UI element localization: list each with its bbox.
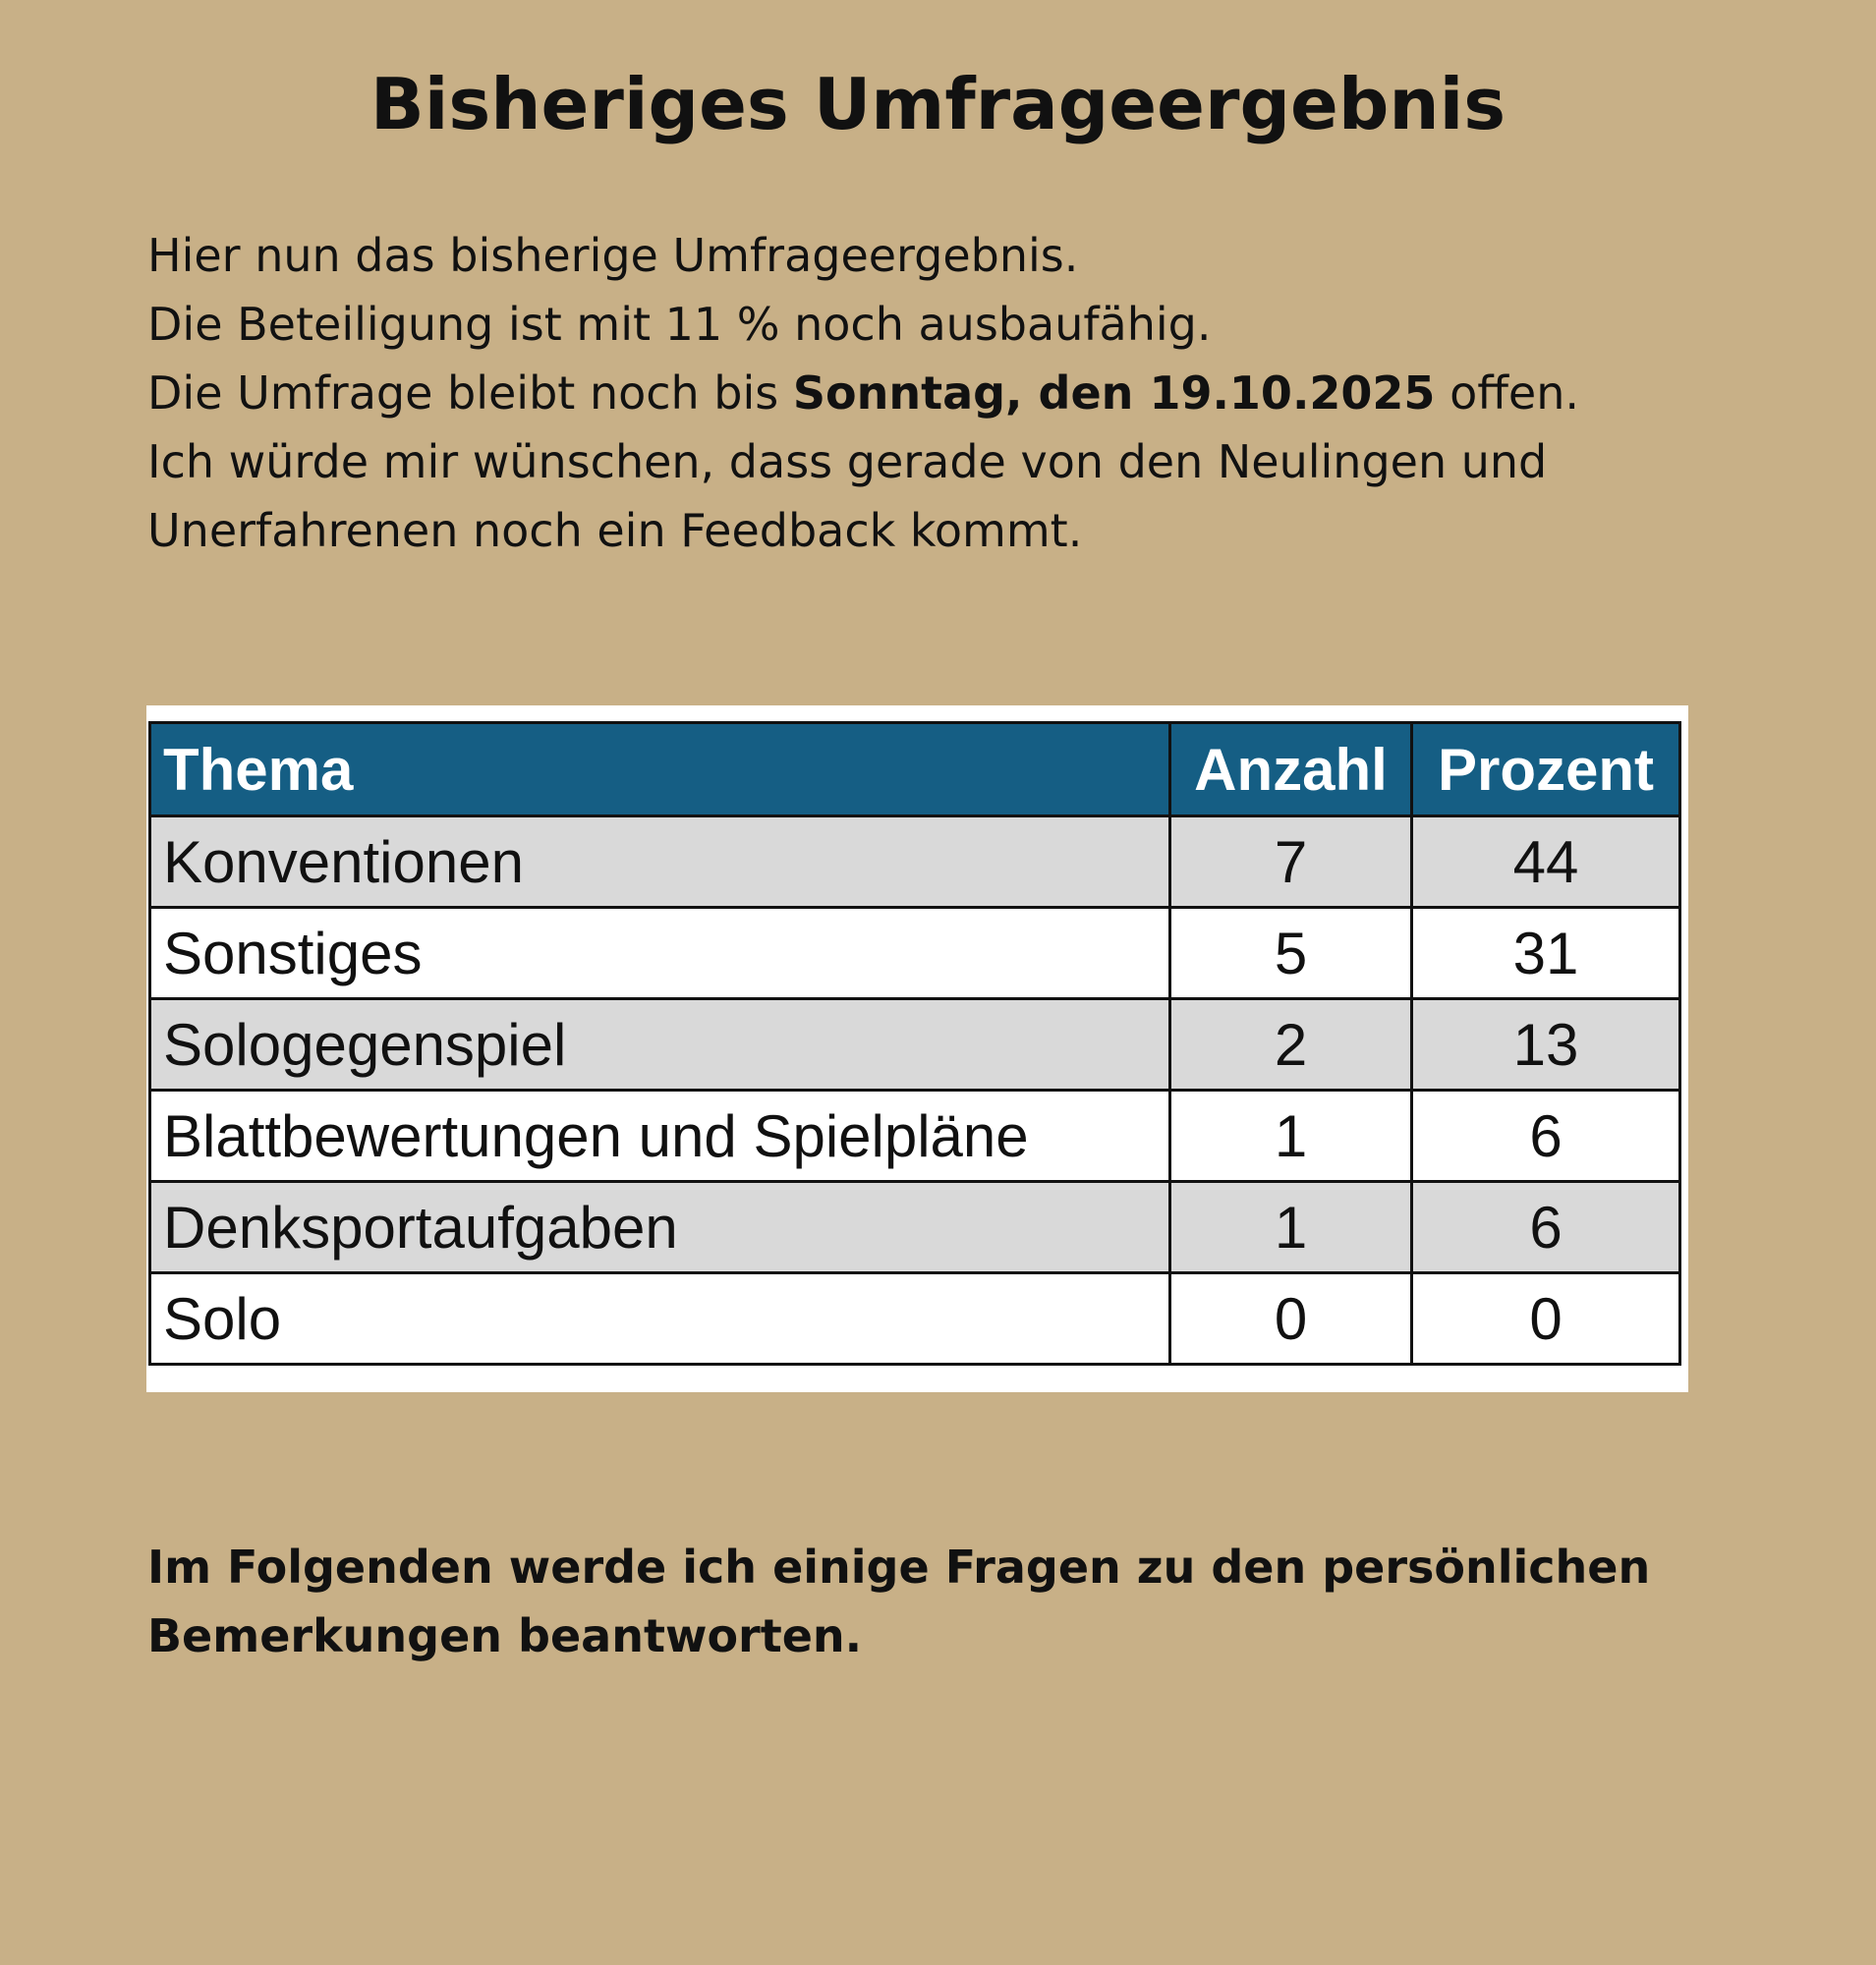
intro-text-segment: offen. xyxy=(1435,366,1579,420)
outro-text xyxy=(147,1533,1759,1670)
table-row xyxy=(150,1091,1680,1182)
cell-anzahl: 1 xyxy=(1170,1182,1412,1273)
intro-text xyxy=(147,221,1759,565)
header-anzahl: Anzahl xyxy=(1170,723,1412,816)
cell-thema: Blattbewertungen und Spielpläne xyxy=(150,1091,1170,1182)
cell-thema: Solo xyxy=(150,1273,1170,1365)
table-row xyxy=(150,1182,1680,1273)
table-row xyxy=(150,999,1680,1091)
intro-line-deadline xyxy=(147,359,1759,427)
cell-anzahl: 2 xyxy=(1170,999,1412,1091)
cell-thema: Sonstiges xyxy=(150,908,1170,999)
outro-line: Im Folgenden werde ich einige Fragen zu den persönlichen xyxy=(147,1541,1651,1594)
cell-prozent: 6 xyxy=(1412,1091,1680,1182)
results-table-image xyxy=(146,705,1688,1392)
cell-prozent: 31 xyxy=(1412,908,1680,999)
table-header-row xyxy=(150,723,1680,816)
intro-line: Unerfahrenen noch ein Feedback kommt. xyxy=(147,504,1083,557)
intro-line: Die Beteiligung ist mit 11 % noch ausbaufähig. xyxy=(147,298,1212,351)
table-row xyxy=(150,816,1680,908)
cell-prozent: 0 xyxy=(1412,1273,1680,1365)
page-title: Bisheriges Umfrageergebnis xyxy=(370,63,1506,145)
outro-line: Bemerkungen beantworten. xyxy=(147,1609,863,1662)
cell-prozent: 44 xyxy=(1412,816,1680,908)
table-row xyxy=(150,908,1680,999)
intro-line: Hier nun das bisherige Umfrageergebnis. xyxy=(147,229,1079,282)
header-thema: Thema xyxy=(150,723,1170,816)
intro-text-segment: Die Umfrage bleibt noch bis xyxy=(147,366,793,420)
cell-prozent: 13 xyxy=(1412,999,1680,1091)
cell-anzahl: 5 xyxy=(1170,908,1412,999)
cell-anzahl: 1 xyxy=(1170,1091,1412,1182)
cell-thema: Sologegenspiel xyxy=(150,999,1170,1091)
table-row xyxy=(150,1273,1680,1365)
results-table xyxy=(148,721,1681,1366)
cell-thema: Konventionen xyxy=(150,816,1170,908)
intro-line: Ich würde mir wünschen, dass gerade von den Neulingen und xyxy=(147,435,1548,488)
cell-anzahl: 7 xyxy=(1170,816,1412,908)
deadline-date: Sonntag, den 19.10.2025 xyxy=(792,366,1436,420)
cell-anzahl: 0 xyxy=(1170,1273,1412,1365)
cell-prozent: 6 xyxy=(1412,1182,1680,1273)
header-prozent: Prozent xyxy=(1412,723,1680,816)
cell-thema: Denksportaufgaben xyxy=(150,1182,1170,1273)
